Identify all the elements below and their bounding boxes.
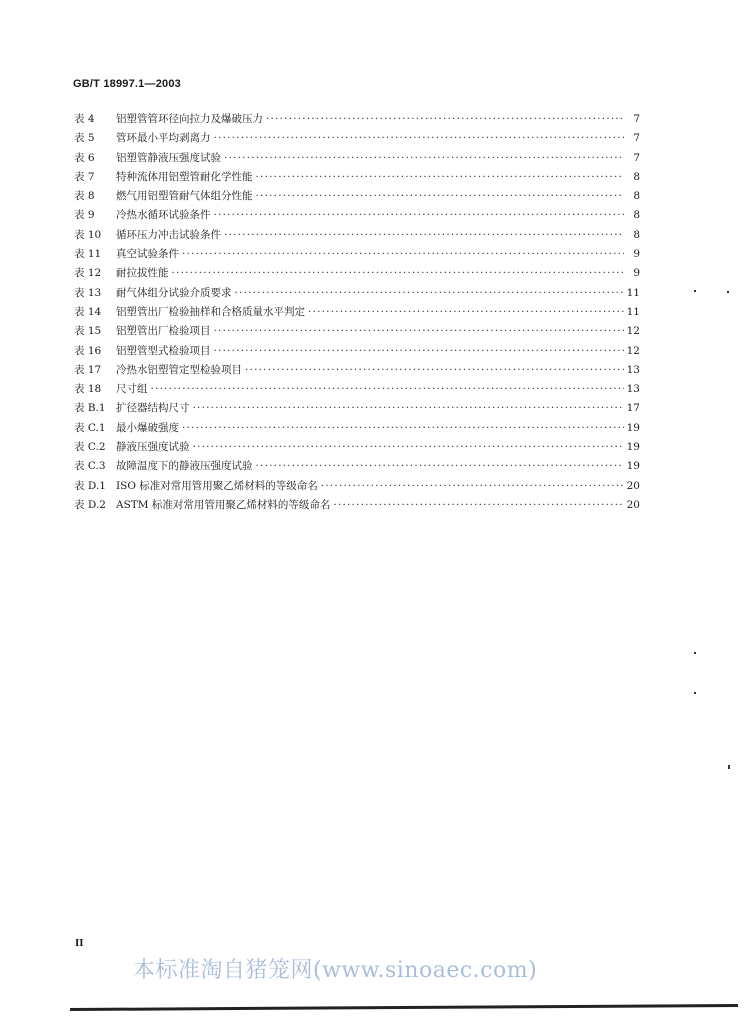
toc-title: 真空试验条件 xyxy=(116,248,179,261)
toc-title: 铝塑管出厂检验抽样和合格质量水平判定 xyxy=(116,305,305,318)
toc-row[interactable] xyxy=(74,322,640,341)
toc-title: 静液压强度试验 xyxy=(116,441,190,454)
toc-number: 表 C.2 xyxy=(74,441,106,454)
toc-leader xyxy=(214,129,625,148)
toc-title: 特种流体用铝塑管耐化学性能 xyxy=(116,170,253,183)
toc-leader xyxy=(245,361,624,380)
toc-number: 表 14 xyxy=(74,305,102,318)
toc-number: 表 18 xyxy=(74,383,102,396)
toc-row[interactable] xyxy=(74,419,640,438)
toc-page: 8 xyxy=(633,209,640,222)
toc-number: 表 15 xyxy=(74,325,102,338)
toc-leader xyxy=(235,284,625,303)
toc-leader xyxy=(224,226,624,245)
toc-leader xyxy=(172,264,625,283)
toc-leader xyxy=(224,149,624,168)
toc-row[interactable] xyxy=(74,361,640,380)
table-of-contents xyxy=(74,110,640,515)
toc-row[interactable] xyxy=(74,399,640,418)
toc-title: 耐拉拔性能 xyxy=(116,267,169,280)
toc-page: 7 xyxy=(633,132,640,145)
toc-number: 表 C.1 xyxy=(74,421,106,434)
toc-page: 20 xyxy=(626,479,640,492)
toc-page: 8 xyxy=(633,190,640,203)
toc-title: 扩径器结构尺寸 xyxy=(116,402,190,415)
toc-page: 11 xyxy=(626,305,640,318)
toc-page: 7 xyxy=(633,113,640,125)
toc-title: 冷热水铝塑管定型检验项目 xyxy=(116,363,242,376)
toc-number: 表 13 xyxy=(74,286,102,299)
toc-row[interactable] xyxy=(74,457,640,476)
toc-leader xyxy=(182,245,624,264)
watermark: 本标准淘自猪笼网(www.sinoaec.com) xyxy=(133,958,538,983)
toc-row[interactable] xyxy=(74,380,640,399)
toc-row[interactable] xyxy=(74,342,640,361)
toc-leader xyxy=(182,419,624,438)
toc-row[interactable] xyxy=(74,187,640,206)
toc-number: 表 8 xyxy=(74,190,95,203)
toc-number: 表 4 xyxy=(74,113,95,125)
scan-speck xyxy=(694,692,696,694)
toc-title: ISO 标准对常用管用聚乙烯材料的等级命名 xyxy=(116,479,318,492)
toc-page: 12 xyxy=(626,325,640,338)
toc-leader xyxy=(151,380,625,399)
toc-page: 9 xyxy=(633,248,640,261)
toc-page: 17 xyxy=(626,402,640,415)
toc-leader xyxy=(256,168,625,187)
toc-leader xyxy=(308,303,624,322)
toc-title: 铝塑管出厂检验项目 xyxy=(116,325,211,338)
toc-title: 尺寸组 xyxy=(116,383,148,396)
scan-speck xyxy=(694,652,696,654)
toc-row[interactable] xyxy=(74,438,640,457)
toc-title: 铝塑管型式检验项目 xyxy=(116,344,211,357)
toc-leader xyxy=(214,322,625,341)
toc-leader xyxy=(266,110,624,129)
toc-number: 表 C.3 xyxy=(74,460,106,473)
toc-page: 19 xyxy=(626,460,640,473)
toc-row[interactable] xyxy=(74,303,640,322)
toc-title: 燃气用铝塑管耐气体组分性能 xyxy=(116,190,253,203)
toc-number: 表 10 xyxy=(74,228,102,241)
toc-page: 11 xyxy=(626,286,640,299)
toc-title: 循环压力冲击试验条件 xyxy=(116,228,221,241)
toc-title: 管环最小平均剥离力 xyxy=(116,132,211,145)
toc-leader xyxy=(333,496,624,515)
toc-leader xyxy=(256,187,625,206)
toc-row[interactable] xyxy=(74,496,640,515)
toc-number: 表 12 xyxy=(74,267,102,280)
page-number: II xyxy=(75,937,84,949)
toc-number: 表 D.1 xyxy=(74,479,106,492)
toc-title: 故障温度下的静液压强度试验 xyxy=(116,460,253,473)
toc-row[interactable] xyxy=(74,226,640,245)
bottom-rule xyxy=(70,1004,738,1011)
toc-leader xyxy=(256,457,625,476)
toc-title: 铝塑管静液压强度试验 xyxy=(116,151,221,164)
toc-number: 表 17 xyxy=(74,363,102,376)
toc-row[interactable] xyxy=(74,477,640,496)
toc-number: 表 B.1 xyxy=(74,402,106,415)
toc-number: 表 D.2 xyxy=(74,498,106,511)
toc-number: 表 5 xyxy=(74,132,95,145)
toc-row[interactable] xyxy=(74,206,640,225)
toc-leader xyxy=(321,477,624,496)
toc-page: 13 xyxy=(626,383,640,396)
toc-row[interactable] xyxy=(74,149,640,168)
toc-page: 19 xyxy=(626,421,640,434)
toc-title: 铝塑管管环径向拉力及爆破压力 xyxy=(116,113,263,125)
standard-id: GB/T 18997.1—2003 xyxy=(73,78,181,90)
toc-leader xyxy=(214,342,625,361)
toc-row[interactable] xyxy=(74,168,640,187)
toc-page: 8 xyxy=(633,228,640,241)
toc-page: 19 xyxy=(626,441,640,454)
toc-page: 13 xyxy=(626,363,640,376)
toc-number: 表 9 xyxy=(74,209,95,222)
toc-title: ASTM 标准对常用管用聚乙烯材料的等级命名 xyxy=(116,498,331,511)
toc-page: 8 xyxy=(633,170,640,183)
toc-title: 冷热水循环试验条件 xyxy=(116,209,211,222)
toc-row[interactable] xyxy=(74,110,640,129)
toc-number: 表 7 xyxy=(74,170,95,183)
scan-speck xyxy=(727,291,729,293)
toc-page: 7 xyxy=(633,151,640,164)
toc-title: 耐气体组分试验介质要求 xyxy=(116,286,232,299)
toc-row[interactable] xyxy=(74,129,640,148)
toc-row[interactable] xyxy=(74,245,640,264)
toc-page: 12 xyxy=(626,344,640,357)
toc-page: 9 xyxy=(633,267,640,280)
toc-title: 最小爆破强度 xyxy=(116,421,179,434)
toc-page: 20 xyxy=(626,498,640,511)
toc-number: 表 16 xyxy=(74,344,102,357)
toc-number: 表 11 xyxy=(74,248,102,261)
toc-leader xyxy=(193,399,625,418)
toc-leader xyxy=(193,438,625,457)
toc-leader xyxy=(214,206,625,225)
toc-row[interactable] xyxy=(74,284,640,303)
toc-number: 表 6 xyxy=(74,151,95,164)
scan-speck xyxy=(728,765,730,769)
scan-speck xyxy=(694,290,696,292)
toc-row[interactable] xyxy=(74,264,640,283)
